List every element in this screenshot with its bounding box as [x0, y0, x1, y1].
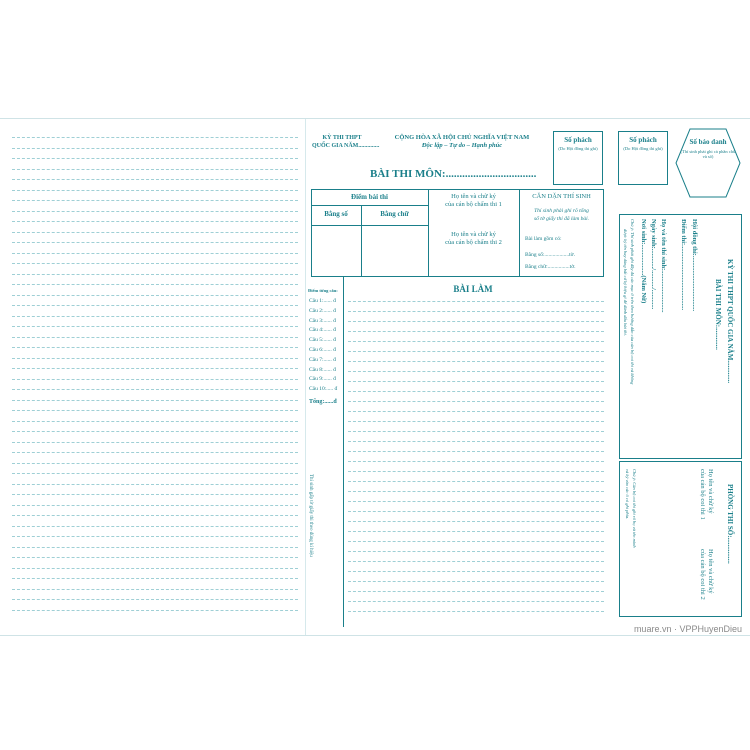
ruled-line [348, 501, 604, 502]
ruled-line [348, 471, 604, 472]
ruled-line [348, 531, 604, 532]
ruled-line [12, 484, 298, 485]
stub-note-4: và ký vào các ô có ghi phía. [625, 469, 630, 520]
margin-divider [343, 277, 344, 627]
proctor1-label-1: Họ tên và chữ ký [707, 469, 714, 514]
ruled-line [348, 611, 604, 612]
ruled-line [12, 589, 298, 590]
stub-pob: Nơi sinh:...................(Năm Nữ) [640, 219, 647, 304]
ruled-line [12, 326, 298, 327]
ruled-line [348, 451, 604, 452]
instructions-title: CĂN DẶN THÍ SINH [532, 193, 591, 200]
ruled-line [12, 295, 298, 296]
instructions-body-1: Thí sinh phải ghi rõ tổng [534, 208, 589, 214]
ruled-line [12, 263, 298, 264]
score-number-col: Bằng số [324, 210, 348, 218]
room-number: PHÒNG THI SỐ:............... [726, 484, 734, 564]
ruled-line [348, 371, 604, 372]
ruled-line [12, 473, 298, 474]
stub-name: Họ và tên thí sinh:.......................... [660, 219, 667, 313]
ruled-line [12, 547, 298, 548]
examiner1-label-1: Họ tên và chữ ký [451, 193, 496, 200]
ruled-line [348, 441, 604, 442]
score-title: Điểm bài thi [351, 193, 388, 201]
ruled-line [12, 442, 298, 443]
ruled-line [348, 511, 604, 512]
sophach2-label: Số phách [629, 136, 657, 144]
ruled-line [12, 253, 298, 254]
ruled-line [12, 505, 298, 506]
ruled-line [12, 368, 298, 369]
proctor1-label-2: của cán bộ coi thi 1 [699, 469, 706, 520]
ruled-line [12, 242, 298, 243]
ruled-line [348, 601, 604, 602]
ruled-line [12, 452, 298, 453]
ruled-line [12, 211, 298, 212]
ruled-line [348, 521, 604, 522]
ruled-line [348, 301, 604, 302]
question-points-item: Câu 1:...... đ [309, 298, 336, 304]
stub-note-3: Chú ý: Cán bộ coi thi ghi rõ họ và tên mình [632, 469, 637, 548]
ruled-line [348, 391, 604, 392]
ruled-line [12, 526, 298, 527]
ruled-line [348, 321, 604, 322]
ruled-line [348, 481, 604, 482]
points-title: Điểm từng câu: [308, 288, 338, 293]
instructions-body-2: số tờ giấy thi đã làm bài. [533, 216, 590, 222]
ruled-line [12, 284, 298, 285]
ruled-line [348, 561, 604, 562]
question-points-item: Câu 6:...... đ [309, 347, 336, 353]
sophach2-note: (Do Hội đồng thi ghi) [623, 146, 663, 151]
stub-site: Điểm thi:........................................ [680, 219, 687, 311]
examiner2-label-2: của cán bộ chấm thi 2 [445, 239, 502, 246]
ruled-line [12, 431, 298, 432]
ruled-line [348, 331, 604, 332]
examiner1-label-2: của cán bộ chấm thi 1 [445, 201, 502, 208]
ruled-line [12, 568, 298, 569]
national-motto: Độc lập – Tự do – Hạnh phúc [421, 142, 503, 149]
ruled-line [348, 351, 604, 352]
ruled-line [348, 381, 604, 382]
sheets-by-number: Bằng số:..................tờ. [525, 252, 575, 258]
ruled-line [348, 411, 604, 412]
ruled-line [348, 491, 604, 492]
fold-line [305, 119, 306, 635]
proctor2-label-1: Họ tên và chữ ký [707, 549, 714, 594]
stub-note-1: Chú ý: Thí sinh phải ghi đầy đủ các mục ở trên theo hướng dẫn của cán bộ coi thi và không [630, 219, 635, 385]
stub-dob: Ngày sinh:............/.........../............ [650, 219, 657, 310]
examiner2-label-1: Họ tên và chữ ký [451, 231, 496, 238]
watermark: muare.vn · VPPHuyenDieu [633, 624, 742, 634]
ruled-line [12, 169, 298, 170]
ruled-line [348, 401, 604, 402]
ruled-line [12, 200, 298, 201]
sheets-by-words: Bằng chữ:................tờ. [525, 264, 576, 270]
question-points-item: Câu 3:...... đ [309, 317, 336, 324]
ruled-line [12, 379, 298, 380]
ruled-line [348, 431, 604, 432]
ruled-line [12, 494, 298, 495]
sophach-box [553, 131, 603, 185]
score-words-col: Bằng chữ [380, 210, 409, 218]
ruled-line [12, 578, 298, 579]
total-points: Tổng:......đ [309, 399, 337, 405]
ruled-line [12, 337, 298, 338]
ruled-line [12, 305, 298, 306]
ruled-line [12, 358, 298, 359]
ruled-line [348, 361, 604, 362]
ruled-line [12, 179, 298, 180]
question-points-item: Câu 2:...... đ [309, 307, 336, 314]
stub-subject: BÀI THI MÔN:............. [714, 279, 722, 350]
exam-name-line1: KỲ THI THPT [322, 135, 362, 141]
question-points-item: Câu 9:...... đ [309, 376, 336, 383]
sophach-label: Số phách [564, 136, 592, 144]
question-points-item: Câu 5:...... đ [309, 337, 336, 344]
proctor2-label-2: của cán bộ coi thi 2 [699, 549, 706, 600]
sheets-label: Bài làm gồm có: [525, 236, 562, 242]
ruled-line [12, 421, 298, 422]
sophach-note: (Do Hội đồng thi ghi) [558, 146, 598, 151]
ruled-line [348, 341, 604, 342]
proctor-stub [619, 461, 742, 617]
ruled-line [12, 610, 298, 611]
work-title: BÀI LÀM [453, 284, 493, 294]
ruled-line [12, 190, 298, 191]
exam-name-line2: QUỐC GIA NĂM.............. [312, 143, 380, 149]
ruled-line [12, 410, 298, 411]
ruled-line [348, 311, 604, 312]
ruled-line [12, 536, 298, 537]
ruled-line [348, 571, 604, 572]
sobaodanh-note: (Thí sinh phải ghi cả phần chữ và số) [680, 149, 736, 160]
ruled-line [12, 515, 298, 516]
ruled-line [12, 221, 298, 222]
ruled-line [12, 158, 298, 159]
question-points-item: Câu 8:...... đ [309, 366, 336, 373]
ruled-line [348, 551, 604, 552]
subject-title: BÀI THI MÔN:................................. [370, 168, 537, 180]
ruled-line [348, 541, 604, 542]
ruled-line [12, 137, 298, 138]
fold-instruction: Thí sinh gấp tờ giấy thi theo đúng kí hiệu [308, 474, 313, 557]
ruled-line [348, 591, 604, 592]
ruled-line [12, 389, 298, 390]
sophach2-box [618, 131, 668, 185]
sobaodanh-label: Số báo danh [689, 138, 727, 146]
exam-paper [0, 118, 750, 636]
ruled-line [12, 148, 298, 149]
ruled-line [12, 316, 298, 317]
stub-note-2: được ký tên hay dùng bất cứ ký hiệu gì để đánh dấu bài thi. [623, 229, 628, 336]
stub-exam-title: KỲ THI THPT QUỐC GIA NĂM............. [726, 259, 734, 384]
ruled-line [12, 274, 298, 275]
ruled-line [12, 400, 298, 401]
ruled-line [12, 347, 298, 348]
ruled-line [12, 557, 298, 558]
question-points-item: Câu 7:...... đ [309, 356, 336, 363]
ruled-line [12, 599, 298, 600]
ruled-line [348, 421, 604, 422]
ruled-line [12, 232, 298, 233]
question-points-item: Câu 10:..... đ [309, 386, 338, 393]
ruled-line [348, 461, 604, 462]
ruled-line [348, 581, 604, 582]
question-points-item: Câu 4:...... đ [309, 327, 336, 334]
ruled-line [12, 463, 298, 464]
nation-name: CỘNG HÒA XÃ HỘI CHỦ NGHĨA VIỆT NAM [394, 134, 530, 141]
stub-council: Hội đồng thi:.................................. [691, 219, 698, 312]
